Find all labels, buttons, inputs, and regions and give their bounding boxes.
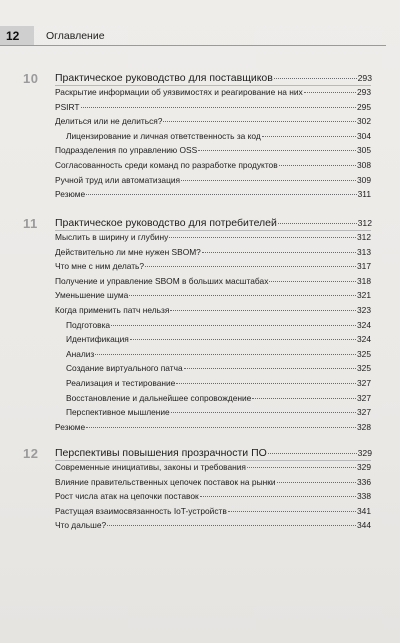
dot-leader xyxy=(198,150,356,151)
entry-title: Получение и управление SBOM в больших масштабах xyxy=(55,275,269,286)
dot-leader xyxy=(86,194,357,195)
chapter-page-number: 312 xyxy=(357,218,372,228)
dot-leader xyxy=(202,252,356,253)
entry-title: Восстановление и дальнейшее сопровождение xyxy=(66,392,252,403)
toc-entry[interactable] xyxy=(55,422,371,432)
toc-subentry[interactable] xyxy=(66,363,371,373)
dot-leader xyxy=(171,412,356,413)
entry-page-number: 327 xyxy=(357,407,371,418)
entry-page-number: 325 xyxy=(357,348,371,359)
header-title: Оглавление xyxy=(46,30,105,42)
entry-title: Создание виртуального патча xyxy=(66,363,183,374)
entry-title: Делиться или не делиться? xyxy=(55,116,163,127)
dot-leader xyxy=(262,136,356,137)
chapter-separator xyxy=(55,230,371,231)
toc-subentry[interactable] xyxy=(66,407,371,417)
entry-page-number: 318 xyxy=(357,275,371,286)
entry-page-number: 304 xyxy=(357,130,371,141)
entry-title: Подготовка xyxy=(66,319,111,330)
entry-title: Действительно ли мне нужен SBOM? xyxy=(55,246,201,257)
dot-leader xyxy=(170,310,356,311)
toc-entry[interactable] xyxy=(55,232,371,242)
entry-title: PSIRT xyxy=(55,101,80,112)
entry-page-number: 313 xyxy=(357,246,371,257)
entry-page-number: 325 xyxy=(357,363,371,374)
toc-entry[interactable] xyxy=(55,175,371,185)
toc-entry[interactable] xyxy=(55,102,371,112)
entry-title: Резюме xyxy=(55,189,86,200)
chapter-page-number: 329 xyxy=(357,448,372,458)
entry-page-number: 329 xyxy=(357,462,371,472)
entry-page-number: 328 xyxy=(357,421,371,432)
dot-leader xyxy=(169,237,356,238)
dot-leader xyxy=(274,78,357,79)
dot-leader xyxy=(107,525,356,526)
entry-title: Лицензирование и личная ответственность за код xyxy=(66,130,261,141)
entry-page-number: 295 xyxy=(357,101,371,112)
entry-page-number: 293 xyxy=(357,87,371,97)
dot-leader xyxy=(304,92,356,93)
entry-title: Ручной труд или автоматизация xyxy=(55,174,181,185)
toc-subentry[interactable] xyxy=(66,378,371,388)
entry-title: Когда применить патч нельзя xyxy=(55,305,170,315)
chapter-separator xyxy=(55,85,371,86)
dot-leader xyxy=(111,325,356,326)
dot-leader xyxy=(81,107,357,108)
dot-leader xyxy=(181,180,356,181)
toc-subentry[interactable] xyxy=(66,393,371,403)
entry-title: Реализация и тестирование xyxy=(66,378,176,388)
chapter-number: 12 xyxy=(23,446,39,461)
entry-page-number: 336 xyxy=(357,476,371,487)
entry-page-number: 311 xyxy=(357,189,371,200)
entry-title: Мыслить в ширину и глубину xyxy=(55,232,169,242)
toc-subentry[interactable] xyxy=(66,131,371,141)
dot-leader xyxy=(200,496,356,497)
entry-page-number: 327 xyxy=(357,392,371,403)
dot-leader xyxy=(247,467,356,468)
toc-entry[interactable] xyxy=(55,520,371,530)
toc-entry[interactable] xyxy=(55,116,371,126)
entry-page-number: 327 xyxy=(357,378,371,388)
running-header xyxy=(0,0,400,44)
entry-title: Перспективное мышление xyxy=(66,407,170,418)
dot-leader xyxy=(129,295,356,296)
entry-title: Что мне с ним делать? xyxy=(55,261,145,272)
dot-leader xyxy=(277,482,356,483)
entry-page-number: 324 xyxy=(357,319,371,330)
chapter-number: 11 xyxy=(23,216,38,231)
entry-title: Влияние правительственных цепочек поставок на рынки xyxy=(55,476,276,487)
chapter-title-row[interactable] xyxy=(55,447,372,459)
dot-leader xyxy=(145,266,356,267)
entry-page-number: 312 xyxy=(357,232,371,242)
entry-page-number: 324 xyxy=(357,334,371,345)
dot-leader xyxy=(86,427,356,428)
chapter-title-row[interactable] xyxy=(55,217,372,229)
toc-entry[interactable] xyxy=(55,491,371,501)
toc-entry[interactable] xyxy=(55,305,371,315)
entry-page-number: 308 xyxy=(357,160,371,170)
toc-subentry[interactable] xyxy=(66,334,371,344)
entry-title: Раскрытие информации об уязвимостях и реагирование на них xyxy=(55,87,303,97)
dot-leader xyxy=(268,453,357,454)
chapter-title: Практическое руководство для поставщиков xyxy=(55,72,273,84)
dot-leader xyxy=(279,165,356,166)
toc-entry[interactable] xyxy=(55,189,371,199)
dot-leader xyxy=(228,511,356,512)
dot-leader xyxy=(95,354,356,355)
entry-page-number: 321 xyxy=(357,290,371,301)
entry-page-number: 305 xyxy=(357,145,371,156)
dot-leader xyxy=(176,383,356,384)
toc-entry[interactable] xyxy=(55,462,371,472)
entry-title: Уменьшение шума xyxy=(55,290,129,301)
entry-title: Подразделения по управлению OSS xyxy=(55,145,198,156)
entry-page-number: 323 xyxy=(357,305,371,315)
entry-title: Идентификация xyxy=(66,334,129,345)
page-number: 12 xyxy=(6,29,20,43)
dot-leader xyxy=(278,223,357,224)
entry-page-number: 338 xyxy=(357,491,371,502)
toc-entry[interactable] xyxy=(55,160,371,170)
entry-page-number: 309 xyxy=(357,174,371,185)
toc-subentry[interactable] xyxy=(66,349,371,359)
toc-entry[interactable] xyxy=(55,290,371,300)
entry-title: Резюме xyxy=(55,421,86,432)
chapter-page-number: 293 xyxy=(357,73,372,83)
entry-title: Что дальше? xyxy=(55,520,107,531)
toc-entry[interactable] xyxy=(55,261,371,271)
entry-title: Современные инициативы, законы и требования xyxy=(55,462,246,472)
entry-page-number: 302 xyxy=(357,116,371,127)
toc-subentry[interactable] xyxy=(66,320,371,330)
chapter-number: 10 xyxy=(23,71,39,86)
toc-entry[interactable] xyxy=(55,87,371,97)
entry-page-number: 344 xyxy=(357,520,371,531)
dot-leader xyxy=(163,121,356,122)
entry-title: Растущая взаимосвязанность IoT-устройств xyxy=(55,505,227,516)
toc-entry[interactable] xyxy=(55,506,371,516)
chapter-title-row[interactable] xyxy=(55,72,372,84)
toc-entry[interactable] xyxy=(55,477,371,487)
chapter-title: Перспективы повышения прозрачности ПО xyxy=(55,447,267,459)
toc-entry[interactable] xyxy=(55,276,371,286)
toc-entry[interactable] xyxy=(55,145,371,155)
header-rule xyxy=(0,45,386,46)
entry-page-number: 341 xyxy=(357,505,371,516)
dot-leader xyxy=(130,339,356,340)
entry-title: Анализ xyxy=(66,348,95,359)
chapter-title: Практическое руководство для потребителей xyxy=(55,217,277,229)
entry-title: Рост числа атак на цепочки поставок xyxy=(55,491,199,502)
dot-leader xyxy=(252,398,356,399)
entry-title: Согласованность среди команд по разработке продуктов xyxy=(55,160,278,170)
dot-leader xyxy=(184,368,356,369)
entry-page-number: 317 xyxy=(357,261,371,272)
dot-leader xyxy=(269,281,356,282)
chapter-separator xyxy=(55,460,371,461)
toc-entry[interactable] xyxy=(55,247,371,257)
